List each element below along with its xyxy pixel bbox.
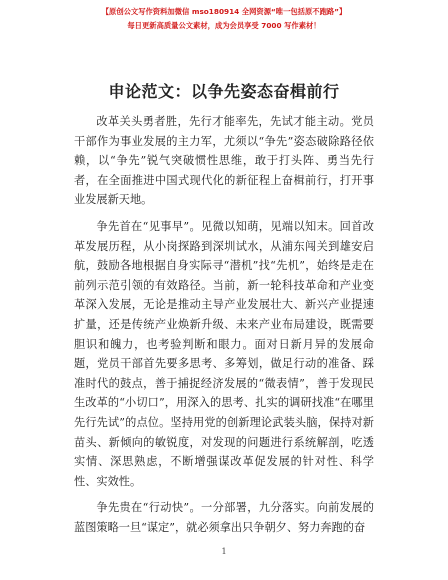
banner-promo-line: 每日更新高质量公文素材，成为会员享受 7000 写作素材！: [127, 21, 321, 30]
document-body: [74, 112, 374, 544]
document-title: 申论范文：以争先姿态奋楫前行: [108, 82, 340, 101]
page-number: 1: [221, 547, 227, 556]
paragraph-quick-action: 争先贵在“行动快”。一分部署，九分落实。向前发展的蓝图策略一旦“谋定”，就必须拿出只争朝夕、努力奔跑的奋: [74, 501, 374, 534]
paragraph-intro: 改革关头勇者胜，先行才能率先，先试才能主动。党员干部作为事业发展的主力军，尤须以“争先”姿态破除路径依赖，以“争先”锐气突破惯性思维，敢于打头阵、勇当先行者，在全面推进中国式现代化的新征程上奋楫前行，打开事业发展新天地。: [74, 115, 374, 207]
paragraph-early-insight: 争先首在“见事早”。见微以知萌，见端以知末。回首改革发展历程，从小岗探路到深圳试水，从浦东闯关到雄安启航，鼓励各地根据自身实际寻“潜机”找“先机”，始终是走在前列示范引领的有效路径。当前，新一轮科技革命和产业变革深入发展，无论是推动主导产业发展壮大、新兴产业提速扩量，还是传统产业焕新升级、未来产业布局建设，既需要胆识和魄力，也考验判断和眼力。面对日新月异的发展命题，党员干部首先要多思考、多筹划，做足行动的准备、踩准时代的鼓点，善于捕捉经济发展的“微表情”，善于发现民生改革的“小切口”，用深入的思考、扎实的调研找准“在哪里先行先试”的点位。坚持用党的创新理论武装头脑，保持对新苗头、新倾向的敏锐度，对发现的问题进行系统解剖，吃透实情、深思熟虑，不断增强谋改革促发展的针对性、科学性、实效性。: [74, 219, 374, 488]
header-banner: [0, 6, 448, 31]
banner-contact-line: 【原创公文写作资料加微信 mso180914 全网资源“唯一包括原不跑路”】: [101, 7, 347, 16]
